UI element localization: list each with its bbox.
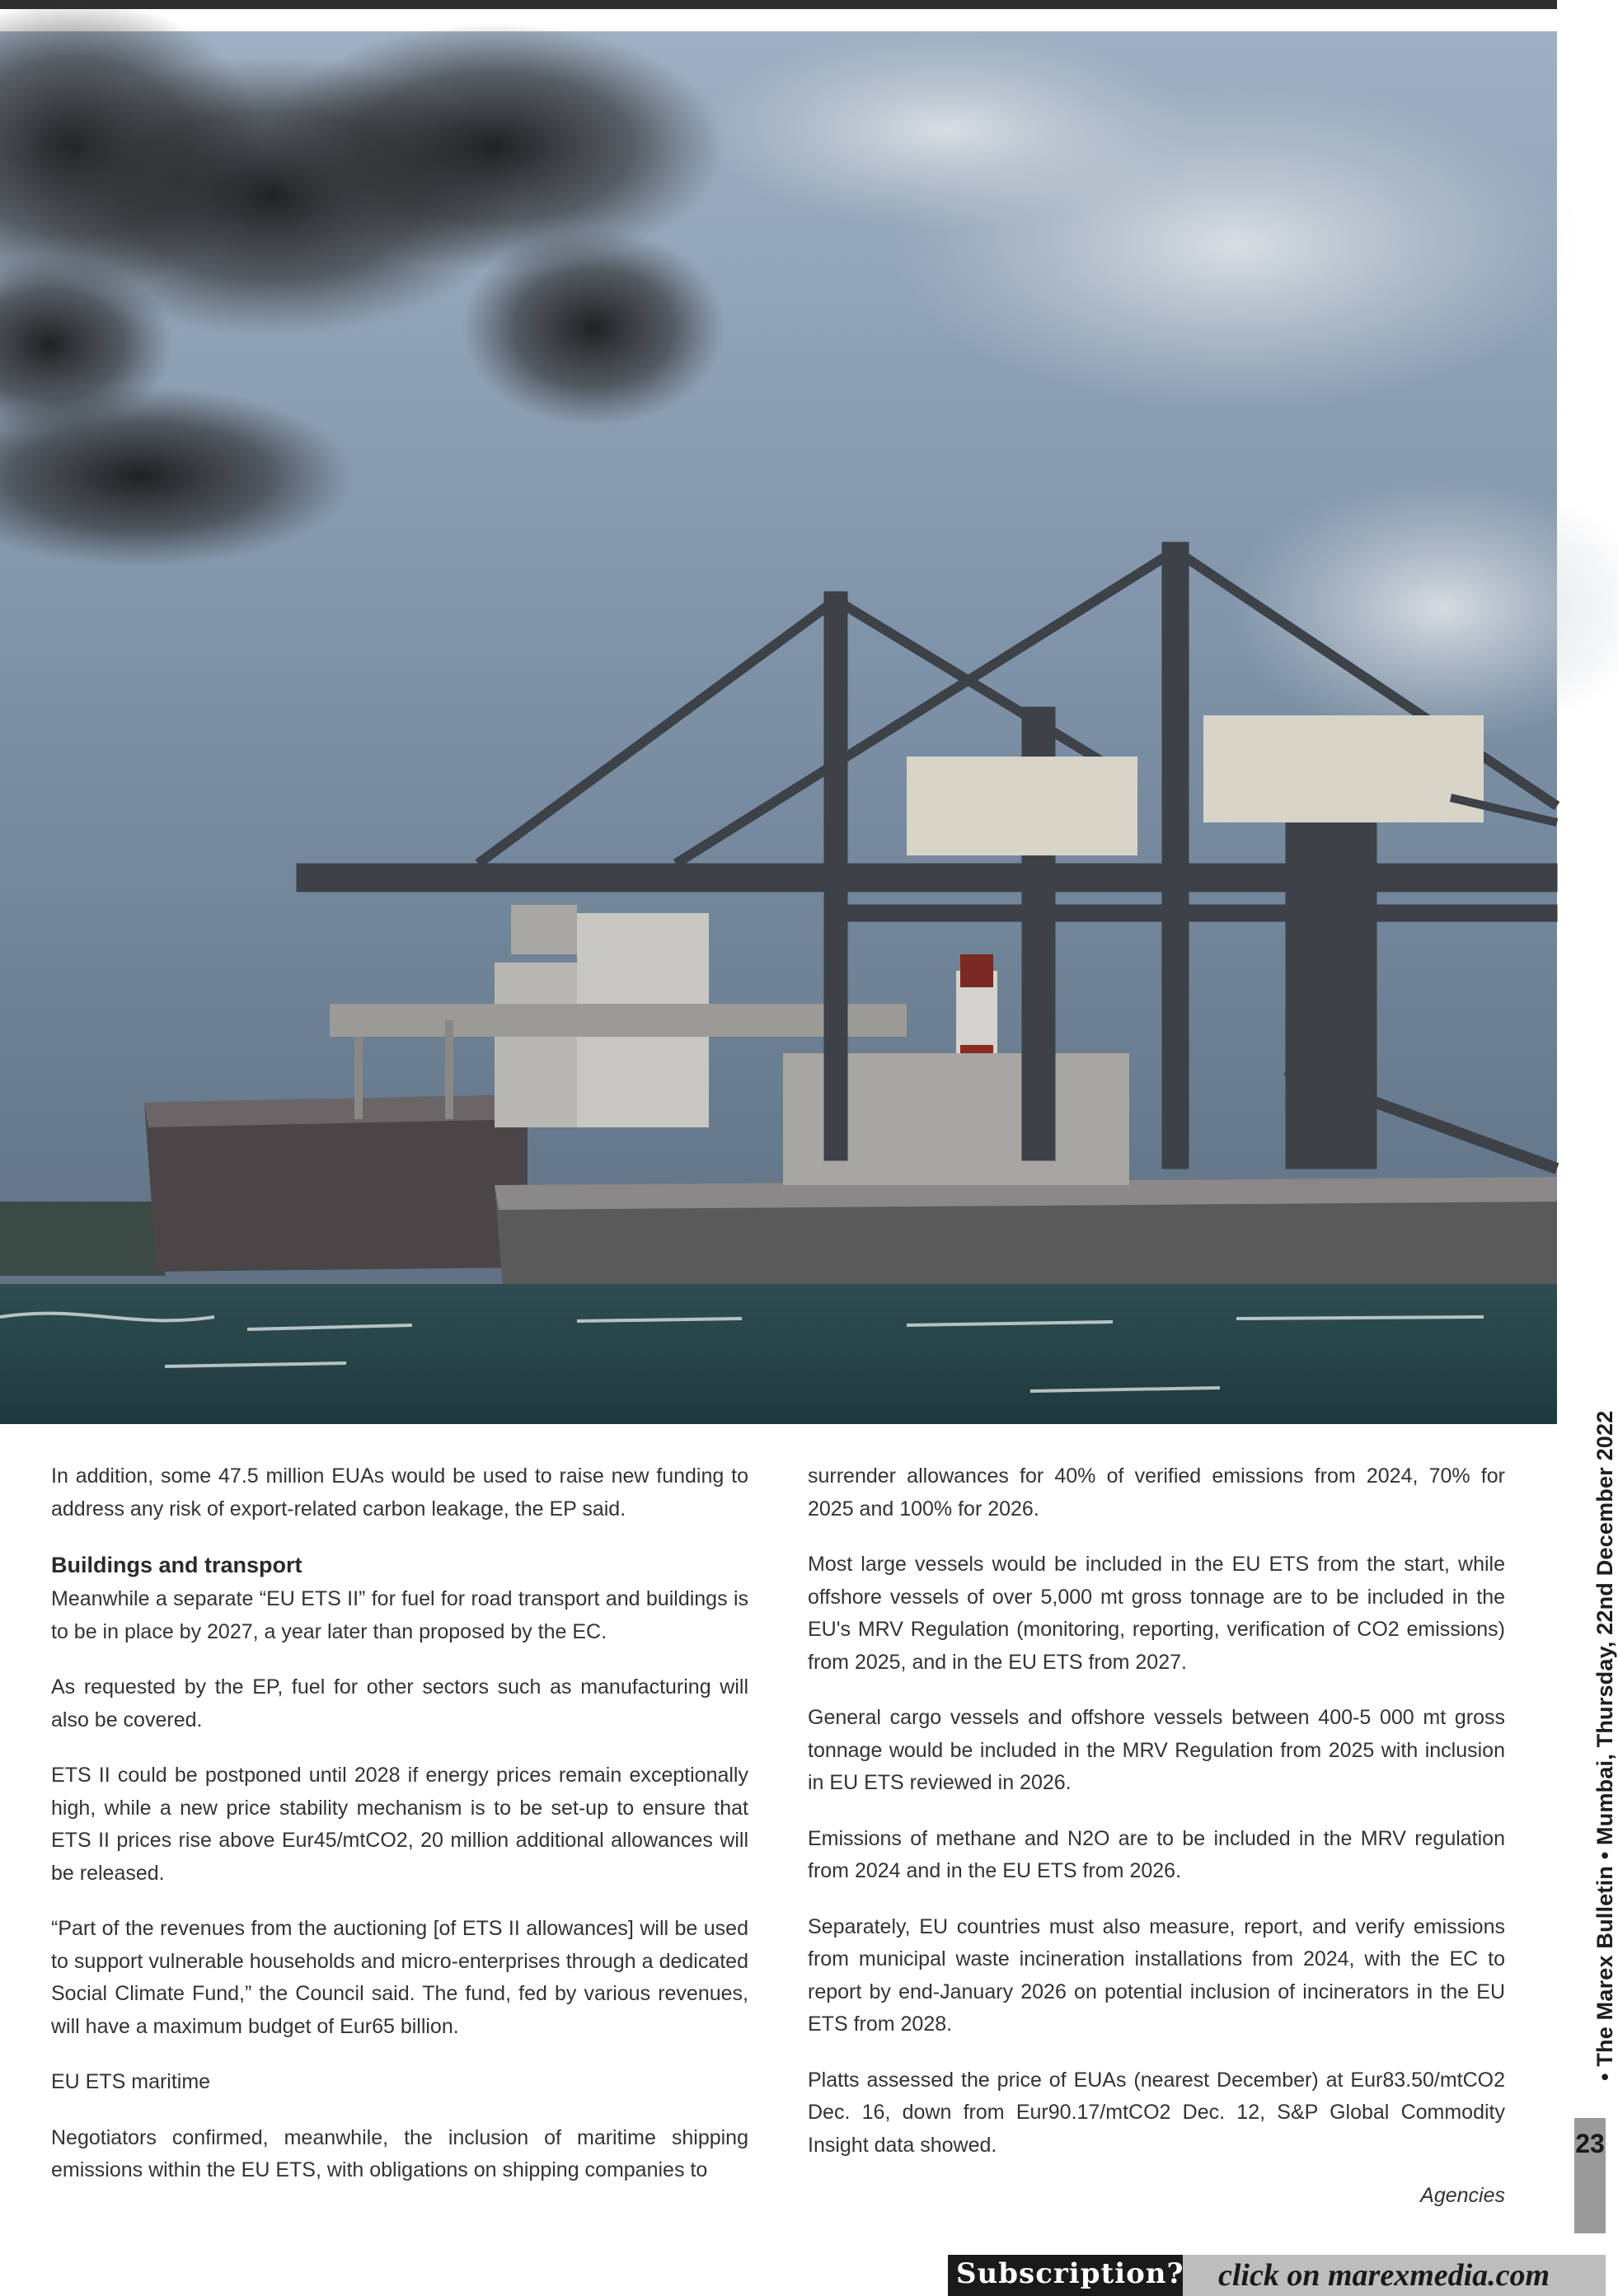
subscription-label: Subscription? (956, 2257, 1184, 2290)
body-paragraph: ETS II could be postponed until 2028 if energy prices remain exceptionally high, while a new price stability mechanism is to be set-up to ensure that ETS II prices rise above Eur45/mtCO2, 20 million additional allowances will be released. (51, 1764, 748, 1885)
subscription-link[interactable]: click on marexmedia.com (1218, 2258, 1550, 2293)
body-paragraph: As requested by the EP, fuel for other sectors such as manufacturing will also be covered. (51, 1675, 748, 1731)
body-paragraph: Platts assessed the price of EUAs (nearest December) at Eur83.50/mtCO2 Dec. 16, down from Eur90.17/mtCO2 Dec. 12, S&P Global Commodity Insight data showed. (808, 2068, 1505, 2157)
body-paragraph: Meanwhile a separate “EU ETS II” for fuel for road transport and buildings is to be in place by 2027, a year later than proposed by the EC. (51, 1587, 748, 1643)
body-paragraph: General cargo vessels and offshore vessels between 400-5 000 mt gross tonnage would be included in the MRV Regulation from 2025 with inclusion in EU ETS reviewed in 2026. (808, 1706, 1505, 1794)
left-column (51, 1460, 748, 2210)
top-rule (0, 0, 1557, 9)
body-paragraph: In addition, some 47.5 million EUAs would be used to raise new funding to address any risk of export-related carbon leakage, the EP said. (51, 1464, 748, 1521)
section-heading-buildings: Buildings and transport (51, 1553, 302, 1577)
body-paragraph: Emissions of methane and N2O are to be included in the MRV regulation from 2024 and in the EU ETS from 2026. (808, 1826, 1505, 1882)
subheading-maritime: EU ETS maritime (51, 2070, 211, 2093)
right-column (808, 1460, 1505, 2236)
body-paragraph: Most large vessels would be included in the EU ETS from the start, while offshore vessels of over 5,000 mt gross tonnage are to be included in the EU's MRV Regulation (monitoring, reporting, verification of CO2 emissions) from 2025, and in the EU ETS from 2027. (808, 1553, 1505, 1674)
page-number: 23 (1575, 2129, 1605, 2158)
ship-port-photo (0, 31, 1557, 1424)
body-paragraph: Negotiators confirmed, meanwhile, the inclusion of maritime shipping emissions within the EU ETS, with obligations on shipping companies to (51, 2125, 748, 2181)
byline-agencies: Agencies (1420, 2184, 1505, 2207)
ship-at-port-with-cranes-photo-icon (0, 31, 1557, 1424)
running-head: • The Marex Bulletin • Mumbai, Thursday, 22nd December 2022 (1592, 1410, 1617, 2081)
body-paragraph: “Part of the revenues from the auctioning [of ETS II allowances] will be used to support vulnerable households and micro-enterprises through a dedicated Social Climate Fund,” the Council said. The fund, fed by various revenues, will have a maximum budget of Eur65 billion. (51, 1917, 748, 2038)
body-paragraph: surrender allowances for 40% of verified emissions from 2024, 70% for 2025 and 100% for 2026. (808, 1464, 1505, 1521)
body-paragraph: Separately, EU countries must also measure, report, and verify emissions from municipal waste incineration installations from 2024, with the EC to report by end-January 2026 on potential inclusion of incinerators in the EU ETS from 2028. (808, 1914, 1505, 2036)
